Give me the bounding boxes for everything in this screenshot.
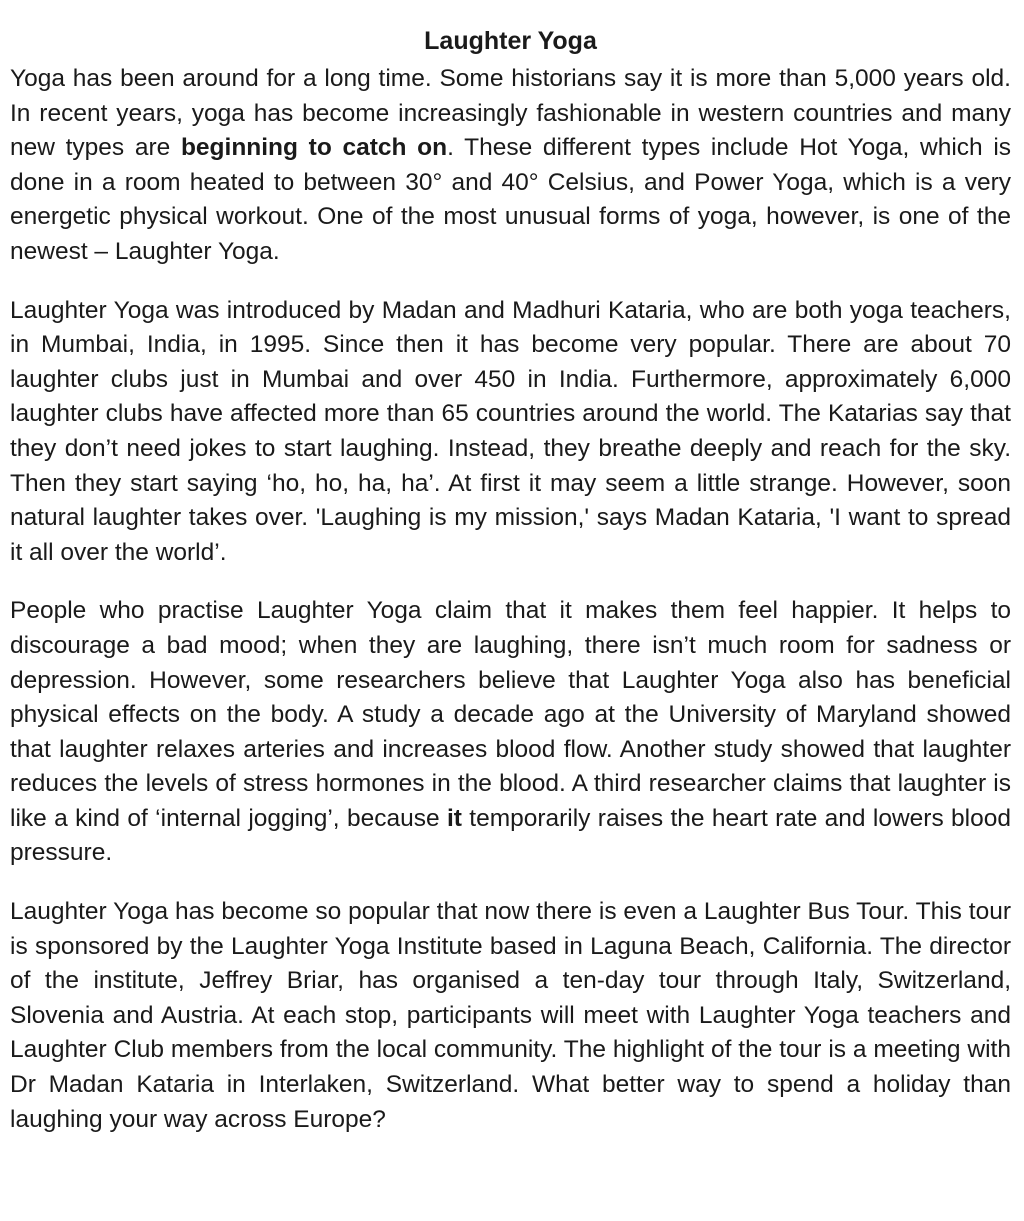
paragraph-4: Laughter Yoga has become so popular that now there is even a Laughter Bus Tour. This tour is sponsored by the Laughter Yoga Institute based in Laguna Beach, California. The director of the institute, Jeffrey Briar, has organised a ten-day tour through Italy, Switzerland, Slovenia and Austria. At each stop, participants will meet with Laughter Yoga teachers and Laughter Club members from the local community. The highlight of the tour is a meeting with Dr Madan Kataria in Interlaken, Switzerland. What better way to spend a holiday than laughing your way across Europe? [10, 898, 1011, 1133]
highlighted-word: it [446, 804, 462, 832]
highlighted-phrase: beginning to catch on [180, 134, 448, 162]
paragraph-1 [10, 62, 1011, 270]
page-title: Laughter Yoga [424, 27, 597, 55]
paragraph-2: Laughter Yoga was introduced by Madan and Madhuri Kataria, who are both yoga teachers, in Mumbai, India, in 1995. Since then it has become very popular. There are about 70 laughter clubs just in Mumbai and over 450 in India. Furthermore, approximately 6,000 laughter clubs have affected more than 65 countries around the world. The Katarias say that they don’t need jokes to start laughing. Instead, they breathe deeply and reach for the sky. Then they start saying ‘ho, ho, ha, ha’. At first it may seem a little strange. However, soon natural laughter takes over. 'Laughing is my mission,' says Madan Kataria, 'I want to spread it all over the world’. [10, 296, 1011, 566]
paragraph-1-text-b: . These different types include Hot Yoga, which is done in a room heated to between 30° and 40° Celsius, and Power Yoga, which is a very energetic physical workout. One of the most unusual forms of yoga, however, is one of the newest – Laughter Yoga. [10, 134, 1012, 265]
paragraph-3-text-b: temporarily raises the heart rate and lowers blood pressure. [10, 804, 1011, 867]
paragraph-3-text-a: People who practise Laughter Yoga claim that it makes them feel happier. It helps to discourage a bad mood; when they are laughing, there isn’t much room for sadness or depression. However, some researchers believe that Laughter Yoga also has beneficial physical effects on the body. A study a decade ago at the University of Maryland showed that laughter relaxes arteries and increases blood flow. Another study showed that laughter reduces the levels of stress hormones in the blood. A third researcher claims that laughter is like a kind of ‘internal jogging’, because [10, 597, 1011, 832]
paragraph-1-text-a: Yoga has been around for a long time. Some historians say it is more than 5,000 years old. In recent years, yoga has become increasingly fashionable in western countries and many new types are [10, 65, 1011, 162]
paragraph-3 [10, 594, 1011, 871]
